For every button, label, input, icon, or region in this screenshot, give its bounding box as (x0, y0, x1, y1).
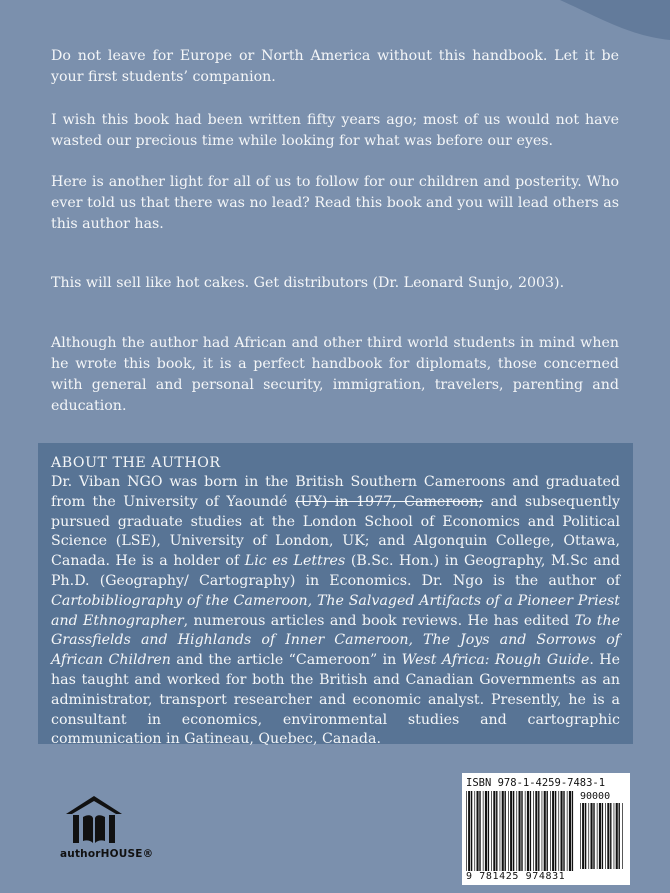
barcode-bar (479, 791, 480, 871)
barcode-bar (502, 791, 504, 871)
barcode-bar (597, 803, 598, 869)
blurb-paragraph-5: Although the author had African and other third world students in mind when he wrote this book, it is a perfect handbook for diplomats, those concerned with general and personal security, immigration, travelers, parenting and education. (51, 335, 619, 414)
isbn-label: ISBN 978-1-4259-7483-1 (466, 777, 606, 789)
barcode-bar (602, 803, 603, 869)
isbn-barcode (462, 773, 630, 885)
about-author-text (51, 473, 620, 750)
barcode-bar (610, 803, 611, 869)
barcode-bar (591, 803, 593, 869)
barcode-bar (605, 803, 606, 869)
barcode-addon-bars (580, 803, 624, 869)
barcode-bar (544, 791, 546, 871)
about-text-segment: Dr. Viban NGO was born in the British Southern Cameroons and graduated from the University of Yaoundé (51, 474, 620, 510)
barcode-bar (508, 791, 509, 871)
barcode-digits: 9 781425 974831 (466, 871, 566, 882)
barcode-bar (572, 791, 573, 871)
barcode-bar (607, 803, 609, 869)
blurb-paragraph-3: Here is another light for all of us to follow for our children and posterity. Who ever told us that there was no lead? Read this book and you will lead others as this author has. (51, 174, 619, 232)
barcode-bar (619, 803, 620, 869)
barcode-bar (580, 803, 581, 869)
about-text-struck-segment: (UY) in 1977, Cameroon; (294, 493, 484, 510)
barcode-bar (468, 791, 470, 871)
barcode-bar (496, 791, 497, 871)
barcode-bar (588, 803, 589, 869)
publisher-logo (60, 794, 154, 860)
about-text-segment: (B.Sc. Hon.) in Geography, M.Sc and Ph.D. (Geography/ Cartography) in Economics. Dr. Ngo is the author of (51, 553, 620, 589)
barcode-bar (547, 791, 548, 871)
barcode-bar (505, 791, 506, 871)
barcode-bar (516, 791, 517, 871)
barcode-bar (555, 791, 556, 871)
barcode-bars (466, 791, 576, 871)
barcode-bar (567, 791, 568, 871)
barcode-bar (474, 791, 475, 871)
publisher-logo-text: authorHOUSE® (60, 848, 154, 860)
barcode-bar (563, 791, 564, 871)
barcode-bar (542, 791, 543, 871)
barcode-bar (510, 791, 512, 871)
barcode-bar (582, 803, 584, 869)
barcode-bar (488, 791, 489, 871)
blurb-quote-attribution: This will sell like hot cakes. Get distributors (Dr. Leonard Sunjo, 2003). (51, 275, 565, 291)
barcode-bar (593, 803, 594, 869)
barcode-bar (538, 791, 539, 871)
barcode-bar (519, 791, 521, 871)
barcode-bar (521, 791, 522, 871)
barcode-bar (493, 791, 495, 871)
about-text-italic-guide: West Africa: Rough Guide (401, 652, 590, 669)
decorative-swoosh (560, 0, 670, 40)
about-text-segment: and subsequently pursued graduate studies at the London School of Economics and Political Science (LSE), University of London, UK; and Algonquin College, Ottawa, Canada. He is a holder of (51, 493, 620, 570)
barcode-bar (471, 791, 472, 871)
barcode-bar (500, 791, 501, 871)
barcode-bar (569, 791, 571, 871)
about-text-segment: . He has taught and worked for both the British and Canadian Governments as an administrator, transport researcher and economic analyst. Presently, he is a consultant in economics, environmental studies and cartographic communication in Gatineau, Quebec, Canada. (51, 652, 620, 748)
about-text-italic-edited: To the Grassfields and Highlands of Inner Cameroon, The Joys and Sorrows of African Children (51, 612, 620, 669)
barcode-bar (558, 791, 559, 871)
barcode-bar (552, 791, 554, 871)
barcode-bar (599, 803, 601, 869)
about-text-segment: and the article “Cameroon” in (170, 652, 402, 669)
barcode-bar (622, 803, 623, 869)
barcode-bar (533, 791, 534, 871)
barcode-bar (485, 791, 487, 871)
barcode-bar (491, 791, 492, 871)
blurb-paragraph-2: I wish this book had been written fifty years ago; most of us would not have wasted our precious time while looking for what was before our eyes. (51, 112, 619, 149)
barcode-bar (550, 791, 551, 871)
house-book-icon (64, 794, 124, 846)
about-author-box (38, 443, 633, 748)
barcode-bar (525, 791, 526, 871)
barcode-bar (466, 791, 467, 871)
barcode-addon-digits: 90000 (580, 791, 611, 802)
about-text-italic-books: Cartobibliography of the Cameroon, The Salvaged Artifacts of a Pioneer Priest and Ethnographer (51, 592, 620, 629)
barcode-bar (614, 803, 615, 869)
barcode-bar (483, 791, 484, 871)
barcode-bar (561, 791, 563, 871)
blurb-paragraph-1: Do not leave for Europe or North America without this handbook. Let it be your first students’ companion. (51, 48, 619, 85)
barcode-bar (477, 791, 479, 871)
barcode-bar (513, 791, 514, 871)
barcode-bar (527, 791, 529, 871)
barcode-bar (616, 803, 618, 869)
barcode-bar (585, 803, 586, 869)
about-text-italic-degree: Lic es Lettres (244, 553, 346, 570)
barcode-bar (535, 791, 537, 871)
about-author-heading: ABOUT THE AUTHOR (51, 455, 221, 471)
barcode-bar (530, 791, 531, 871)
about-text-segment: , numerous articles and book reviews. He has edited (183, 612, 575, 629)
